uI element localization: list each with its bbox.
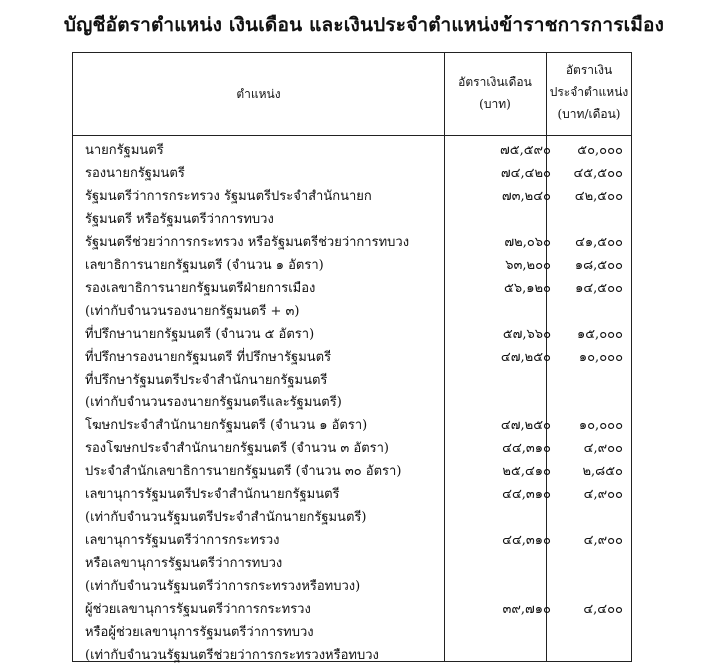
table-row (73, 302, 633, 322)
header-allowance-line1: อัตราเงิน (565, 63, 613, 77)
table-row (73, 600, 633, 620)
position-cell: รัฐมนตรีว่าการกระทรวง รัฐมนตรีประจำสำนักนายก (85, 188, 372, 204)
position-cell: ที่ปรึกษารองนายกรัฐมนตรี ที่ปรึกษารัฐมนตรี (85, 349, 332, 365)
salary-cell: ๗๒,๐๖๐ (504, 234, 551, 250)
allowance-cell: ๔,๔๐๐ (583, 602, 623, 617)
allowance-cell: ๑๔,๕๐๐ (575, 280, 623, 296)
position-cell: (เท่ากับจำนวนรองนายกรัฐมนตรีและรัฐมนตรี) (85, 395, 342, 411)
position-cell: (เท่ากับจำนวนรองนายกรัฐมนตรี + ๓) (85, 303, 300, 319)
allowance-cell: ๔,๙๐๐ (583, 533, 623, 549)
position-cell: ที่ปรึกษานายกรัฐมนตรี (จำนวน ๕ อัตรา) (85, 326, 315, 342)
allowance-cell: ๑๕,๐๐๐ (576, 326, 623, 342)
position-cell: โฆษกประจำสำนักนายกรัฐมนตรี (จำนวน ๑ อัตรา) (85, 418, 368, 434)
position-cell: หรือเลขานุการรัฐมนตรีว่าการทบวง (85, 556, 283, 572)
header-position: ตำแหน่ง (236, 87, 281, 101)
table-row (73, 393, 633, 413)
table-row (73, 279, 633, 299)
table-row (73, 325, 633, 345)
table-row (73, 554, 633, 574)
allowance-cell: ๔๕,๕๐๐ (573, 165, 623, 181)
salary-cell: ๗๕,๕๙๐ (499, 143, 551, 158)
table-row (73, 233, 633, 253)
table-row (73, 439, 633, 459)
allowance-cell: ๑๐,๐๐๐ (578, 349, 623, 365)
position-cell: ประจำสำนักเลขาธิการนายกรัฐมนตรี (จำนวน ๓๐ อัตรา) (85, 464, 402, 480)
table-row (73, 256, 633, 276)
table-row (73, 187, 633, 207)
position-cell: รัฐมนตรี หรือรัฐมนตรีว่าการทบวง (85, 211, 274, 227)
position-cell: (เท่ากับจำนวนรัฐมนตรีช่วยว่าการกระทรวงหรือทบวง (85, 647, 379, 663)
position-cell: รองโฆษกประจำสำนักนายกรัฐมนตรี (จำนวน ๓ อัตรา) (85, 441, 389, 457)
header-divider (73, 135, 631, 136)
salary-cell: ๔๔,๓๑๐ (502, 487, 551, 503)
table-row (73, 623, 633, 643)
position-cell: เลขานุการรัฐมนตรีว่าการกระทรวง (85, 533, 280, 549)
position-cell: เลขานุการรัฐมนตรีประจำสำนักนายกรัฐมนตรี (85, 487, 340, 503)
position-cell: (เท่ากับจำนวนรัฐมนตรีประจำสำนักนายกรัฐมนตรี) (85, 510, 367, 526)
allowance-cell: ๕๐,๐๐๐ (577, 143, 623, 158)
salary-cell: ๒๕,๔๑๐ (502, 464, 551, 480)
salary-cell: ๓๙,๗๑๐ (502, 602, 551, 617)
header-allowance-line2: ประจำตำแหน่ง (549, 85, 629, 99)
allowance-cell: ๔๑,๕๐๐ (575, 234, 623, 250)
table-row (73, 416, 633, 436)
table-row (73, 646, 633, 666)
table-row (73, 141, 633, 161)
salary-cell: ๔๔,๓๑๐ (502, 441, 551, 457)
table-row (73, 462, 633, 482)
position-cell: รองนายกรัฐมนตรี (85, 165, 185, 181)
table-row (73, 210, 633, 230)
allowance-cell: ๑๐,๐๐๐ (578, 418, 623, 434)
table-row (73, 531, 633, 551)
position-cell: ผู้ช่วยเลขานุการรัฐมนตรีว่าการกระทรวง (85, 602, 311, 617)
salary-cell: ๔๗,๒๕๐ (500, 349, 551, 365)
table-row (73, 371, 633, 391)
allowance-cell: ๔,๙๐๐ (583, 487, 623, 503)
salary-cell: ๕๖,๑๒๐ (504, 280, 551, 296)
position-cell: เลขาธิการนายกรัฐมนตรี (จำนวน ๑ อัตรา) (85, 257, 324, 273)
table-row (73, 348, 633, 368)
position-cell: (เท่ากับจำนวนรัฐมนตรีว่าการกระทรวงหรือทบวง) (85, 579, 361, 595)
table-row (73, 485, 633, 505)
position-cell: ที่ปรึกษารัฐมนตรีประจำสำนักนายกรัฐมนตรี (85, 372, 328, 388)
allowance-cell: ๔๒,๕๐๐ (574, 188, 623, 204)
header-salary-line2: (บาท) (479, 97, 511, 111)
allowance-cell: ๒,๘๕๐ (582, 464, 623, 480)
salary-cell: ๖๓,๒๐๐ (505, 257, 551, 273)
table-row (73, 508, 633, 528)
position-cell: นายกรัฐมนตรี (85, 143, 164, 158)
salary-cell: ๕๗,๖๖๐ (502, 326, 551, 342)
table-row (73, 577, 633, 597)
salary-cell: ๗๔,๔๒๐ (500, 165, 551, 181)
header-salary-line1: อัตราเงินเดือน (458, 75, 532, 89)
salary-cell: ๔๗,๒๕๐ (500, 418, 551, 434)
salary-table (72, 52, 632, 662)
allowance-cell: ๑๘,๕๐๐ (574, 257, 623, 273)
allowance-cell: ๔,๙๐๐ (583, 441, 623, 457)
table-row (73, 164, 633, 184)
salary-cell: ๔๔,๓๑๐ (502, 533, 551, 549)
salary-cell: ๗๓,๒๔๐ (501, 188, 551, 204)
position-cell: หรือผู้ช่วยเลขานุการรัฐมนตรีว่าการทบวง (85, 624, 314, 640)
position-cell: รัฐมนตรีช่วยว่าการกระทรวง หรือรัฐมนตรีช่วยว่าการทบวง (85, 234, 410, 250)
header-allowance-line3: (บาท/เดือน) (557, 107, 621, 121)
document-title: บัญชีอัตราตำแหน่ง เงินเดือน และเงินประจำตำแหน่งข้าราชการการเมือง (63, 14, 665, 36)
position-cell: รองเลขาธิการนายกรัฐมนตรีฝ่ายการเมือง (85, 280, 316, 296)
